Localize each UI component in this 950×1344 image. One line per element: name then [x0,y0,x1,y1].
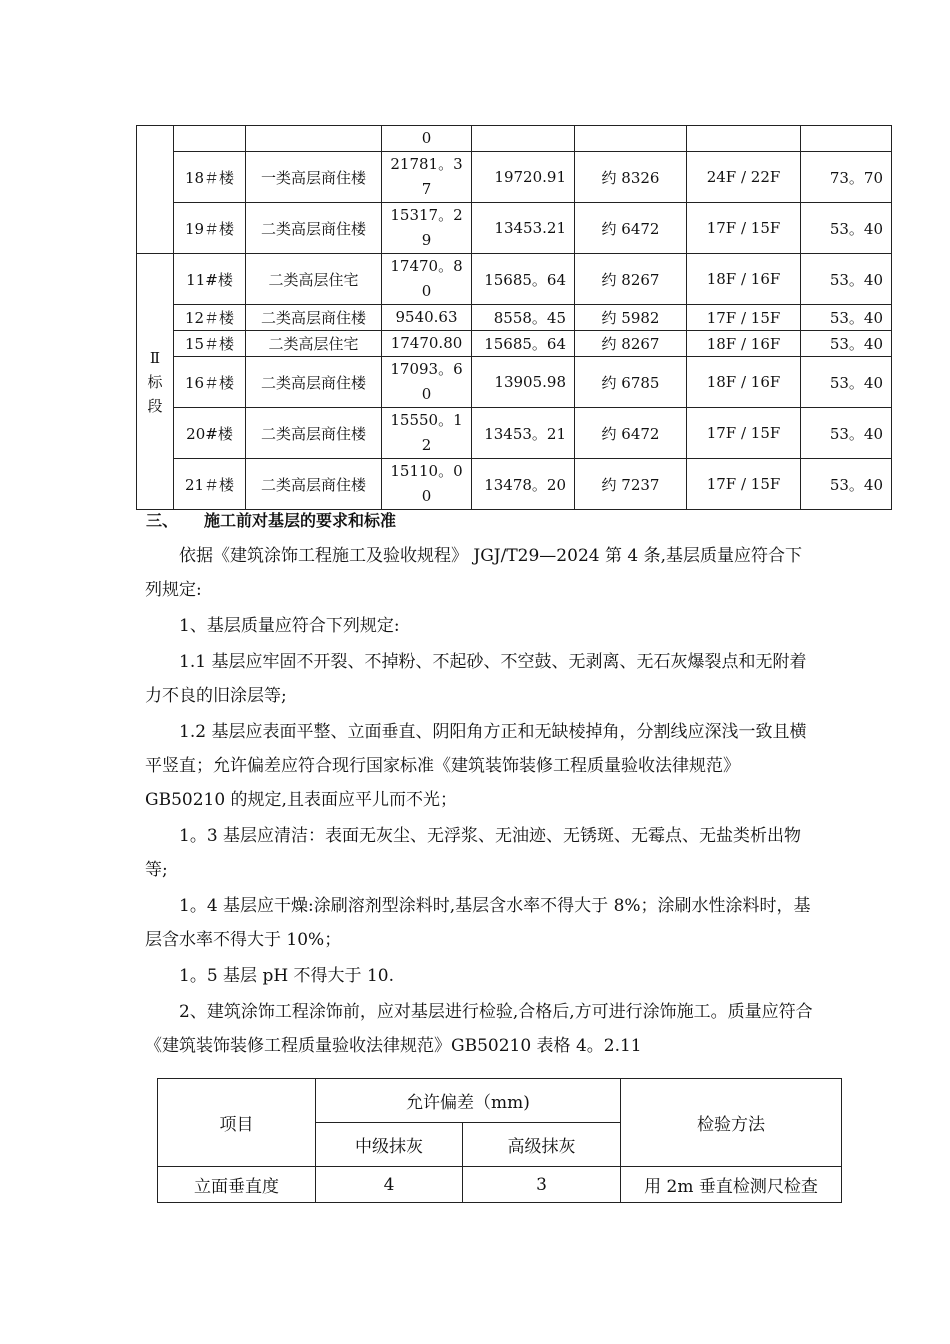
cell-type: 二类高层住宅 [246,254,382,305]
cell-area-a: 17093。6 0 [382,357,472,408]
cell-type: 二类高层商住楼 [246,408,382,459]
cell-households: 约 7237 [575,459,687,510]
paragraph: 1。5 基层 pH 不得大于 10. [179,966,394,986]
cell-height: 53。40 [801,203,892,254]
paragraph: 1.2 基层应表面平整、立面垂直、阴阳角方正和无缺棱掉角，分割线应深浅一致且横平竖直；允许偏差应符合现行国家标准《建筑装饰装修工程质量验收法律规范》GB50210 的规定,且表面应平儿而不光； [145,722,807,810]
header-high-plaster: 高级抹灰 [463,1123,621,1167]
header-method: 检验方法 [621,1079,842,1167]
cell-height: 53。40 [801,459,892,510]
cell-floors: 17F / 15F [687,408,801,459]
cell-type: 二类高层商住楼 [246,203,382,254]
paragraph: 1、基层质量应符合下列规定: [179,616,400,636]
cell-floors: 17F / 15F [687,305,801,331]
cell-area-a: 9540.63 [382,305,472,331]
cell-height: 53。40 [801,305,892,331]
cell-floors [687,126,801,152]
table-row [137,126,892,152]
section-number: 三、 [146,511,179,530]
header-item: 项目 [158,1079,316,1167]
cell-building: 11#楼 [174,254,246,305]
cell-area-a: 15550。1 2 [382,408,472,459]
cell-height: 53。40 [801,357,892,408]
cell-area-a: 17470.80 [382,331,472,357]
cell-area-b: 19720.91 [472,152,575,203]
tolerance-table [157,1078,842,1203]
cell-households: 约 8326 [575,152,687,203]
table-row [137,254,892,305]
cell-method: 用 2m 垂直检测尺检查 [621,1167,842,1203]
cell-height: 53。40 [801,408,892,459]
paragraph: 1。3 基层应清洁：表面无灰尘、无浮浆、无油迹、无锈斑、无霉点、无盐类析出物等; [145,826,802,880]
cell-type: 二类高层住宅 [246,331,382,357]
building-table [136,125,892,510]
cell-building: 21＃楼 [174,459,246,510]
cell-building [174,126,246,152]
cell-type: 二类高层商住楼 [246,357,382,408]
table-row [137,357,892,408]
cell-high: 3 [463,1167,621,1203]
cell-building: 18＃楼 [174,152,246,203]
cell-mid: 4 [316,1167,463,1203]
section-3-heading [146,508,396,531]
cell-type: 二类高层商住楼 [246,459,382,510]
cell-building: 12＃楼 [174,305,246,331]
cell-households [575,126,687,152]
cell-households: 约 6472 [575,203,687,254]
paragraph: 依据《建筑涂饰工程施工及验收规程》 JGJ/T29—2024 第 4 条,基层质量应符合下列规定: [145,546,803,600]
table-row [137,408,892,459]
cell-height [801,126,892,152]
cell-area-a: 0 [382,126,472,152]
cell-area-a: 17470。8 0 [382,254,472,305]
cell-height: 73。70 [801,152,892,203]
cell-households: 约 8267 [575,254,687,305]
cell-area-a: 15317。2 9 [382,203,472,254]
cell-area-b [472,126,575,152]
cell-area-b: 15685。64 [472,331,575,357]
paragraph: 2、建筑涂饰工程涂饰前，应对基层进行检验,合格后,方可进行涂饰施工。质量应符合《建筑装饰装修工程质量验收法律规范》GB50210 表格 4。2.11 [145,1002,813,1056]
cell-type: 一类高层商住楼 [246,152,382,203]
cell-floors: 17F / 15F [687,459,801,510]
cell-floors: 18F / 16F [687,331,801,357]
body-paragraphs [145,539,815,1063]
cell-floors: 18F / 16F [687,254,801,305]
table-row [137,331,892,357]
header-mid-plaster: 中级抹灰 [316,1123,463,1167]
cell-area-b: 13453。21 [472,408,575,459]
cell-building: 16＃楼 [174,357,246,408]
cell-type [246,126,382,152]
cell-households: 约 6785 [575,357,687,408]
cell-area-b: 8558。45 [472,305,575,331]
group-2-label: Ⅱ 标 段 [137,254,174,510]
cell-building: 20#楼 [174,408,246,459]
cell-type: 二类高层商住楼 [246,305,382,331]
cell-area-b: 13478。20 [472,459,575,510]
group-1-cell [137,126,174,254]
cell-area-a: 21781。3 7 [382,152,472,203]
paragraph: 1。4 基层应干燥:涂刷溶剂型涂料时,基层含水率不得大于 8%；涂刷水性涂料时，基层含水率不得大于 10%； [145,896,811,950]
table-row [137,152,892,203]
cell-households: 约 5982 [575,305,687,331]
section-title: 施工前对基层的要求和标准 [204,511,397,530]
cell-floors: 17F / 15F [687,203,801,254]
cell-area-a: 15110。0 0 [382,459,472,510]
cell-households: 约 8267 [575,331,687,357]
paragraph: 1.1 基层应牢固不开裂、不掉粉、不起砂、不空鼓、无剥离、无石灰爆裂点和无附着力不良的旧涂层等; [145,652,807,706]
cell-households: 约 6472 [575,408,687,459]
table-row [137,305,892,331]
cell-area-b: 13453.21 [472,203,575,254]
cell-building: 15＃楼 [174,331,246,357]
cell-height: 53。40 [801,254,892,305]
cell-height: 53。40 [801,331,892,357]
header-tolerance: 允许偏差（mm) [316,1079,621,1123]
cell-floors: 18F / 16F [687,357,801,408]
table-row [137,459,892,510]
table-row [137,203,892,254]
cell-floors: 24F / 22F [687,152,801,203]
cell-building: 19＃楼 [174,203,246,254]
cell-area-b: 15685。64 [472,254,575,305]
cell-item: 立面垂直度 [158,1167,316,1203]
cell-area-b: 13905.98 [472,357,575,408]
